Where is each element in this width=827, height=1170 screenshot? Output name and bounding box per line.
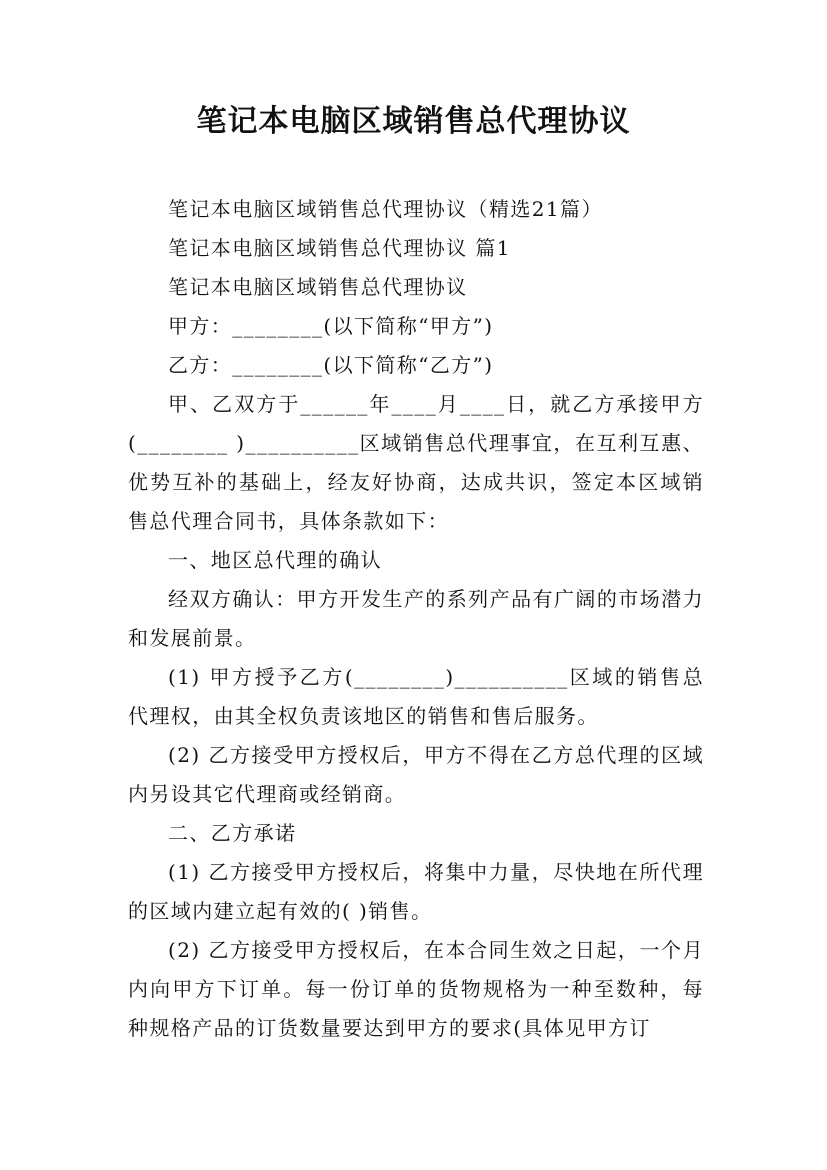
paragraph-clause-1-1: (1) 甲方授予乙方(________)__________区域的销售总代理权，由其全权负责该地区的销售和售后服务。 (128, 665, 704, 728)
paragraph-clause-2-heading: 二、乙方承诺 (168, 821, 297, 845)
paragraph-clause-1-heading: 一、地区总代理的确认 (168, 548, 382, 572)
paragraph-confirmation: 经双方确认：甲方开发生产的系列产品有广阔的市场潜力和发展前景。 (128, 587, 704, 650)
document-title: 笔记本电脑区域销售总代理协议 (196, 104, 631, 139)
paragraph-party-a: 甲方：________(以下简称“甲方”) (168, 314, 494, 338)
paragraph-agreement-name: 笔记本电脑区域销售总代理协议 (168, 275, 468, 299)
paragraph-party-b: 乙方：________(以下简称“乙方”) (168, 353, 494, 377)
paragraph-clause-2-1: (1) 乙方接受甲方授权后，将集中力量，尽快地在所代理的区域内建立起有效的( )销售。 (128, 860, 704, 923)
paragraph-clause-1-2: (2) 乙方接受甲方授权后，甲方不得在乙方总代理的区域内另设其它代理商或经销商。 (128, 743, 704, 806)
document-body (128, 190, 704, 1048)
paragraph-subtitle: 笔记本电脑区域销售总代理协议（精选21篇） (168, 197, 603, 221)
paragraph-section-heading: 笔记本电脑区域销售总代理协议 篇1 (168, 236, 511, 260)
paragraph-preamble: 甲、乙双方于______年____月____日，就乙方承接甲方(________ )__________区域销售总代理事宜，在互利互惠、优势互补的基础上，经友好协商，达成共识，签定本区域销售总代理合同书，具体条款如下： (128, 392, 704, 533)
paragraph-clause-2-2: (2) 乙方接受甲方授权后，在本合同生效之日起，一个月内向甲方下订单。每一份订单的货物规格为一种至数种，每种规格产品的订货数量要达到甲方的要求(具体见甲方订 (128, 938, 704, 1040)
